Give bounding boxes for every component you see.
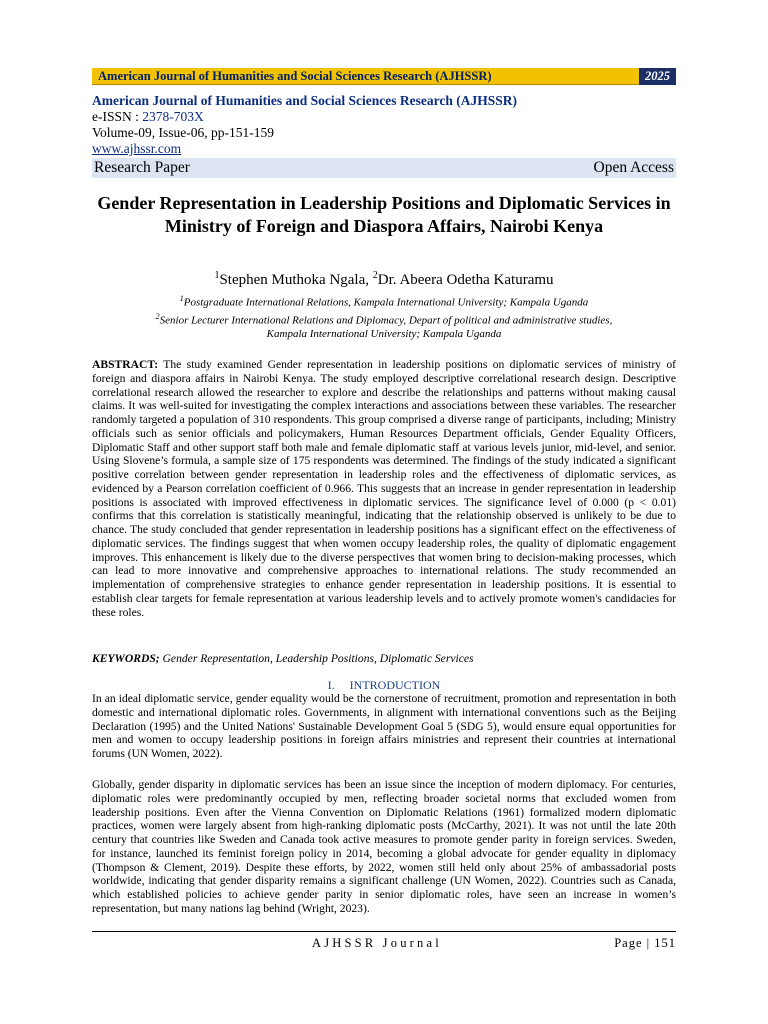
abstract-text: The study examined Gender representation in leadership positions on diplomatic services of ministry of foreign and diaspora affairs in Nairobi Kenya. The study employed descriptive correlational research design. Descriptive correlational research allowed the researcher to explore and describe the relationships and patterns without making causal claims. It was well-suited for investigating the complex interactions and associations between these variables. The researcher randomly targeted a population of 310 respondents. This group comprised a diverse range of participants, including; Ministry officials such as senior officials and policymakers, Human Resources Department officials, Gender Equality Officers, Diplomatic Staff and other support staff both male and female diplomatic staff at various levels junior, mid-level, and senior. Using Slovene’s formula, a sample size of 175 respondents was determined. The findings of the study indicated a significant positive correlation between gender representation in leadership roles and the effectiveness of diplomatic services, as evidenced by a Pearson correlation coefficient of 0.966. This suggests that an increase in gender representation in leadership positions is associated with improved effectiveness in diplomatic services. The significance level of 0.000 (p < 0.01) confirms that this correlation is statistically meaningful, indicating that the relationship observed is unlikely to be due to chance. The study concluded that gender representation in leadership positions has a significant effect on the effectiveness of diplomatic services. The findings suggest that when women occupy leadership roles, the quality of diplomatic engagement improves. This enhancement is likely due to the diverse perspectives that women bring to decision-making processes, which can lead to more innovative and comprehensive approaches to international relations. The study recommended an implementation of comprehensive strategies to enhance gender representation in leadership positions. It is essential to establish clear targets for female representation at various leadership levels and to actively promote women's candidacies for these roles. (92, 358, 676, 619)
section-number: I. (327, 678, 335, 692)
intro-paragraph-2: Globally, gender disparity in diplomatic services has been an issue since the inception of modern diplomacy. For centuries, diplomatic roles were predominantly occupied by men, reflecting broader societal norms that excluded women from leadership positions. Even after the Vienna Convention on Diplomatic Relations (1961) formalized modern diplomatic practices, women were largely absent from high-ranking diplomatic posts (McCarthy, 2021). It was not until the late 20th century that countries like Sweden and Canada took active measures to promote gender parity in foreign services. Sweden, for instance, launched its feminist foreign policy in 2014, becoming a global advocate for gender equality in diplomacy (Thompson & Clement, 2019). Despite these efforts, by 2022, women still held only about 25% of ambassadorial posts worldwide, indicating that gender disparity remains a significant challenge (UN Women, 2022). Countries such as Canada, which established policies to achieve gender parity in senior diplomatic roles, have seen an increase in women’s representation, but many nations lag behind (Wright, 2023). (92, 778, 676, 915)
issn-value: 2378-703X (142, 109, 204, 124)
issn-line (92, 109, 676, 125)
journal-name: American Journal of Humanities and Social Sciences Research (AJHSSR) (92, 93, 517, 108)
access-type: Open Access (593, 159, 674, 176)
journal-url-link[interactable]: www.ajhssr.com (92, 141, 182, 156)
keywords-text: Gender Representation, Leadership Positions, Diplomatic Services (159, 652, 474, 665)
banner-journal-name: American Journal of Humanities and Social Sciences Research (AJHSSR) (98, 68, 492, 83)
affil-2-sup: 2 (155, 311, 160, 321)
footer-journal: AJHSSR Journal (312, 936, 442, 950)
affil-2a: Senior Lecturer International Relations and Diplomacy, Depart of political and administrative studies, (159, 314, 613, 327)
affil-2b: Kampala International University; Kampala Uganda (266, 328, 502, 341)
issn-label: e-ISSN : (92, 109, 143, 124)
journal-banner (92, 68, 676, 85)
paper-type: Research Paper (94, 159, 190, 176)
page-footer (92, 931, 676, 950)
author-2-sup: 2 (372, 270, 378, 281)
banner-year: 2025 (639, 68, 676, 85)
author-1: Stephen Muthoka Ngala, (219, 272, 373, 288)
paper-title: Gender Representation in Leadership Positions and Diplomatic Services in Ministry of Foreign and Diaspora Affairs, Nairobi Kenya (97, 193, 671, 236)
paper-type-bar (92, 158, 676, 178)
authors-line (92, 270, 676, 289)
section-heading (92, 678, 676, 693)
footer-page-number: Page | 151 (614, 936, 676, 950)
affil-1: Postgraduate International Relations, Kampala International University; Kampala Uganda (183, 296, 589, 309)
intro-paragraph-1: In an ideal diplomatic service, gender equality would be the cornerstone of recruitment, promotion and representation in both domestic and international diplomatic roles. Governments, in alignment with international conventions such as the Beijing Declaration (1995) and the United Nations' Sustainable Development Goal 5 (SDG 5), would ensure equal opportunities for men and women to occupy leadership positions in foreign affairs ministries and represent their countries at international forums (UN Women, 2022). (92, 692, 676, 760)
affiliations (92, 292, 676, 341)
affil-1-sup: 1 (179, 294, 184, 303)
section-title: INTRODUCTION (349, 678, 441, 692)
journal-info (92, 93, 676, 157)
author-1-sup: 1 (214, 270, 220, 281)
keywords (92, 652, 676, 666)
abstract-label: ABSTRACT: (92, 358, 159, 371)
volume-line: Volume-09, Issue-06, pp-151-159 (92, 125, 274, 140)
keywords-label: KEYWORDS; (92, 652, 160, 665)
abstract (92, 358, 676, 619)
author-2: Dr. Abeera Odetha Katuramu (377, 272, 554, 288)
